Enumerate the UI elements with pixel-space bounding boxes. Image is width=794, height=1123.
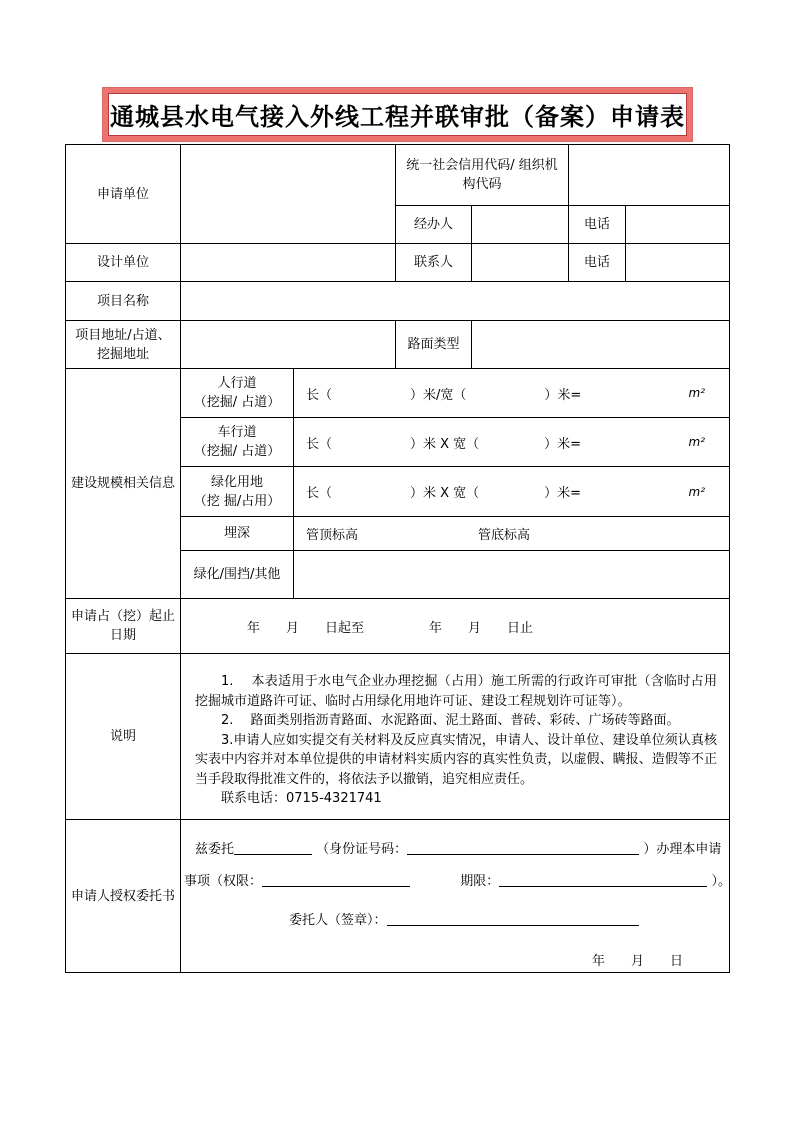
roadway-unit: m² (688, 435, 705, 449)
green-land-dimensions-text: 长（ ）米 X 宽（ ）米= (306, 486, 582, 501)
contact-input[interactable] (472, 244, 569, 282)
roadway-label (181, 418, 294, 467)
occupation-date-range-text: 年 月 日起至 年 月 日止 (247, 620, 534, 636)
note-item-3: 3.申请人应如实提交有关材料及反应真实情况，申请人、设计单位、建设单位须认真核实表中内容并对本单位提供的申请材料实质内容的真实性负责，以虚假、瞒报、造假等不正当手段取得批准文件的，将依法予以撤销，追究相应责任。 (195, 732, 717, 787)
roadway-label-line1: 车行道 (217, 425, 257, 440)
authorization-line1 (195, 838, 729, 857)
note-item-2: 2. 路面类别指沥青路面、水泥路面、泥土路面、普砖、彩砖、广场砖等路面。 (221, 713, 680, 728)
notes-content (181, 654, 730, 820)
credit-code-label: 统一社会信用代码/ 组织机构代码 (396, 145, 569, 206)
green-land-dimensions-input[interactable] (294, 467, 730, 517)
roadway-dimensions-text: 长（ ）米 X 宽（ ）米= (306, 436, 582, 452)
note-contact-phone: 联系电话：0715-4321741 (221, 791, 382, 806)
green-land-unit: m² (688, 484, 705, 499)
sidewalk-unit: m² (688, 386, 705, 400)
contact-phone-label: 电话 (569, 244, 626, 282)
agent-label: 经办人 (396, 206, 472, 244)
applicant-unit-label: 申请单位 (66, 145, 181, 244)
construction-scale-label: 建设规模相关信息 (66, 369, 181, 599)
delegate-name-blank[interactable] (234, 841, 312, 855)
principal-signature-blank[interactable] (387, 912, 639, 926)
sidewalk-label-line2: （挖掘/ 占道） (193, 395, 281, 410)
id-number-label: （身份证号码： (316, 842, 408, 857)
project-name-input[interactable] (181, 282, 730, 321)
occupation-date-range-input[interactable] (181, 599, 730, 654)
contact-phone-input[interactable] (626, 244, 730, 282)
authorization-line3 (289, 909, 729, 928)
credit-code-input[interactable] (569, 145, 730, 206)
applicant-unit-input[interactable] (181, 145, 396, 244)
sidewalk-dimensions-text: 长（ ）米/宽（ ）米= (306, 387, 582, 403)
form-title: 通城县水电气接入外线工程并联审批（备案）申请表 (110, 103, 685, 131)
project-name-label: 项目名称 (66, 282, 181, 321)
note-item-1: 1. 本表适用于水电气企业办理挖掘（占用）施工所需的行政许可审批（含临时占用挖掘城市道路许可证、临时占用绿化用地许可证、建设工程规划许可证等）。 (195, 674, 717, 709)
form-title-box (103, 88, 692, 141)
burial-depth-input[interactable] (294, 517, 730, 551)
handle-application-text: ）办理本申请 (643, 842, 722, 857)
agent-phone-label: 电话 (569, 206, 626, 244)
greening-fence-other-input[interactable] (294, 551, 730, 599)
project-address-label: 项目地址/占道、挖掘地址 (66, 321, 181, 369)
contact-label: 联系人 (396, 244, 472, 282)
green-land-label (181, 467, 294, 517)
application-form-table (65, 144, 730, 973)
notes-label: 说明 (66, 654, 181, 820)
road-type-label: 路面类型 (396, 321, 472, 369)
term-label: 期限： (460, 874, 500, 889)
occupation-date-range-label: 申请占（挖）起止日期 (66, 599, 181, 654)
project-address-input[interactable] (181, 321, 396, 369)
term-blank[interactable] (499, 873, 707, 887)
sidewalk-dimensions-input[interactable] (294, 369, 730, 418)
delegate-prefix-text: 兹委托 (195, 842, 235, 857)
roadway-dimensions-input[interactable] (294, 418, 730, 467)
design-unit-label: 设计单位 (66, 244, 181, 282)
sidewalk-label (181, 369, 294, 418)
authorization-line2 (184, 870, 729, 889)
id-number-blank[interactable] (407, 841, 639, 855)
authorization-content (181, 820, 730, 973)
principal-signature-label: 委托人（签章）： (289, 913, 387, 928)
line2-closing-text: ）。 (711, 874, 731, 889)
design-unit-input[interactable] (181, 244, 396, 282)
green-land-label-line2: （挖 掘/占用） (193, 493, 281, 509)
road-type-input[interactable] (472, 321, 730, 369)
green-land-label-line1: 绿化用地 (210, 474, 263, 490)
authority-scope-blank[interactable] (262, 873, 410, 887)
sidewalk-label-line1: 人行道 (217, 376, 257, 391)
authorization-label: 申请人授权委托书 (66, 820, 181, 973)
pipe-top-elevation-label: 管顶标高 (306, 528, 359, 543)
roadway-label-line2: （挖掘/ 占道） (193, 444, 281, 459)
agent-phone-input[interactable] (626, 206, 730, 244)
authorization-date-line[interactable]: 年 月 日 (591, 954, 683, 969)
agent-input[interactable] (472, 206, 569, 244)
greening-fence-other-label: 绿化/围挡/其他 (181, 551, 294, 599)
authority-scope-label: 事项（权限： (184, 874, 263, 889)
burial-depth-label: 埋深 (181, 517, 294, 551)
pipe-bottom-elevation-label: 管底标高 (478, 528, 531, 543)
